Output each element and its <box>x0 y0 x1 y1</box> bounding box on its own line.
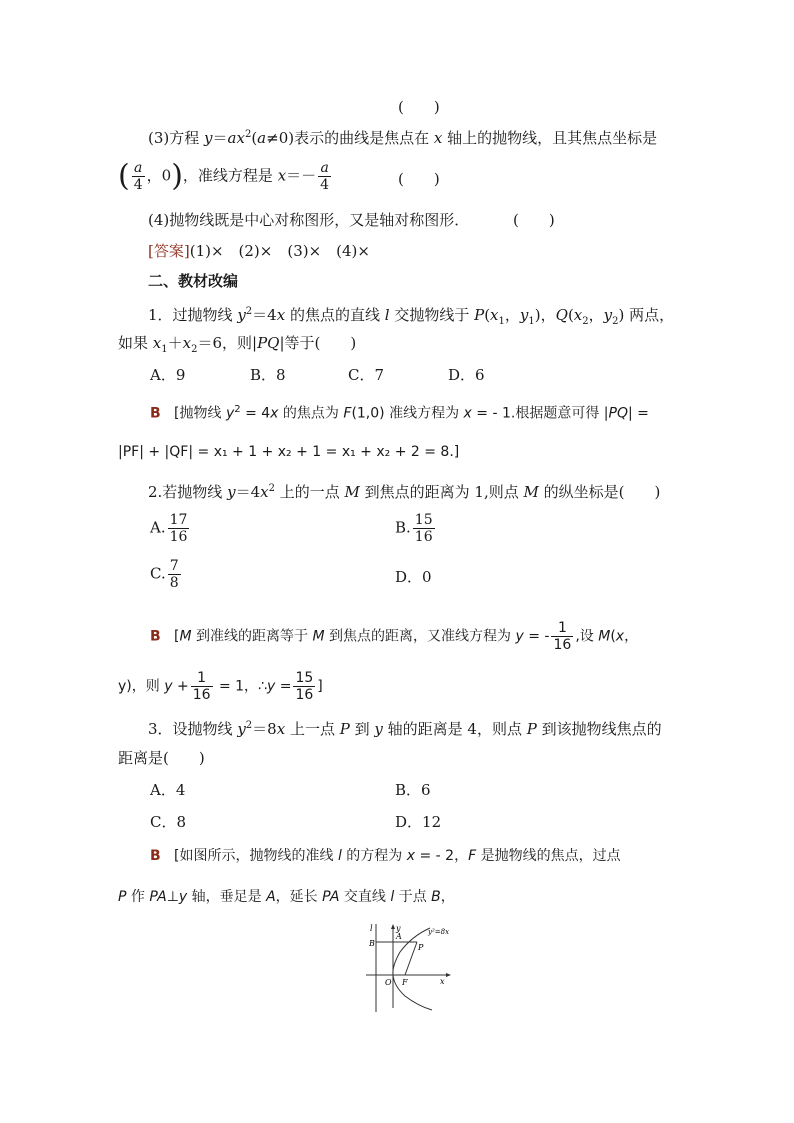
p1-option-a: A．9 <box>150 366 186 384</box>
paren-top: ( ) <box>398 98 440 116</box>
label-x: x <box>440 977 445 986</box>
p3-option-d: D．12 <box>395 813 442 831</box>
label-curve: y²=8x <box>428 928 450 936</box>
p1-solution-line2: |PF| + |QF| = x₁ + 1 + x₂ + 1 = x₁ + x₂ + 2 = 8.] <box>118 444 460 460</box>
p2-question: 2.若抛物线 $y=4x^2$ 上的一点 M 到焦点的距离为 1,则点 M 的纵坐标是( ) <box>148 483 661 501</box>
q4-line: (4)抛物线既是中心对称图形，又是轴对称图形． <box>148 211 470 229</box>
p1-option-b: B．8 <box>250 366 286 384</box>
p1-option-d: D．6 <box>448 366 485 384</box>
p3-line2: 距离是( ) <box>118 749 205 767</box>
p2-option-d: D．0 <box>395 568 432 586</box>
p3-solution-line1: B [如图所示，抛物线的准线 l 的方程为 x = - 2，F 是抛物线的焦点，过点 <box>150 848 621 864</box>
p3-option-a: A．4 <box>150 781 186 799</box>
p1-option-c: C．7 <box>348 366 385 384</box>
p2-option-c: C. $\frac{7}{8}$ <box>150 558 179 591</box>
q3-line1: (3)方程 $y=ax^2(a\ne 0)$表示的曲线是焦点在 x 轴上的抛物线，且其焦点坐标是 <box>148 129 658 147</box>
p3-option-b: B．6 <box>395 781 431 799</box>
parabola-figure <box>360 922 470 1014</box>
p2-option-a: A. $\frac{17}{16}$ <box>150 512 188 545</box>
p1-line2: 如果 $x_1+x_2=6$，则|PQ|等于( ) <box>118 334 357 355</box>
p3-option-c: C．8 <box>150 813 187 831</box>
label-y: y <box>396 924 401 933</box>
label-A: A <box>396 932 402 941</box>
p2-option-b: B. $\frac{15}{16}$ <box>395 512 433 545</box>
p1-solution-line1: B [抛物线 $y^2 = 4x$ 的焦点为 F(1,0) 准线方程为 x = - 1.根据题意可得 |PQ| = <box>150 404 649 422</box>
p2-solution-line2: y)，则 y + $\frac{1}{16}$ = 1，∴y = $\frac{15}{16}$ ] <box>118 670 323 703</box>
p3-line1: 3．设抛物线 $y^2=8x$ 上一点 P 到 y 轴的距离是 4，则点 P 到该抛物线焦点的 <box>148 720 662 738</box>
label-F: F <box>402 978 408 987</box>
label-l: l <box>370 924 373 933</box>
answer-tag: [答案] <box>148 242 190 260</box>
answer-line: [答案](1)× (2)× (3)× (4)× <box>148 242 370 260</box>
p3-solution-line2: P 作 PA⊥y 轴，垂足是 A，延长 PA 交直线 l 于点 B， <box>118 889 455 905</box>
label-O: O <box>385 978 392 987</box>
p2-key: B <box>150 628 161 645</box>
p1-line1: 1．过抛物线 $y^2=4x$ 的焦点的直线 l 交抛物线于 $P(x_1$，$y_1$)，$Q(x_2$，$y_2$) 两点， <box>148 306 675 327</box>
q3-line2: ( $\frac{a}{4}$ ，0)，准线方程是 x＝－ $\frac{a}{4}$ <box>118 158 330 194</box>
p2-solution-line1: B [M 到准线的距离等于 M 到焦点的距离，又准线方程为 y = - $\frac{1}{16}$ ,设 M(x， <box>150 620 639 653</box>
q4-paren: ( ) <box>513 211 555 229</box>
label-B: B <box>369 939 375 948</box>
p3-key: B <box>150 848 161 864</box>
label-P: P <box>418 943 424 952</box>
p1-key: B <box>150 405 161 422</box>
q3-paren: ( ) <box>398 170 440 188</box>
section-title: 二、教材改编 <box>148 272 239 290</box>
segment-PF <box>405 942 417 975</box>
